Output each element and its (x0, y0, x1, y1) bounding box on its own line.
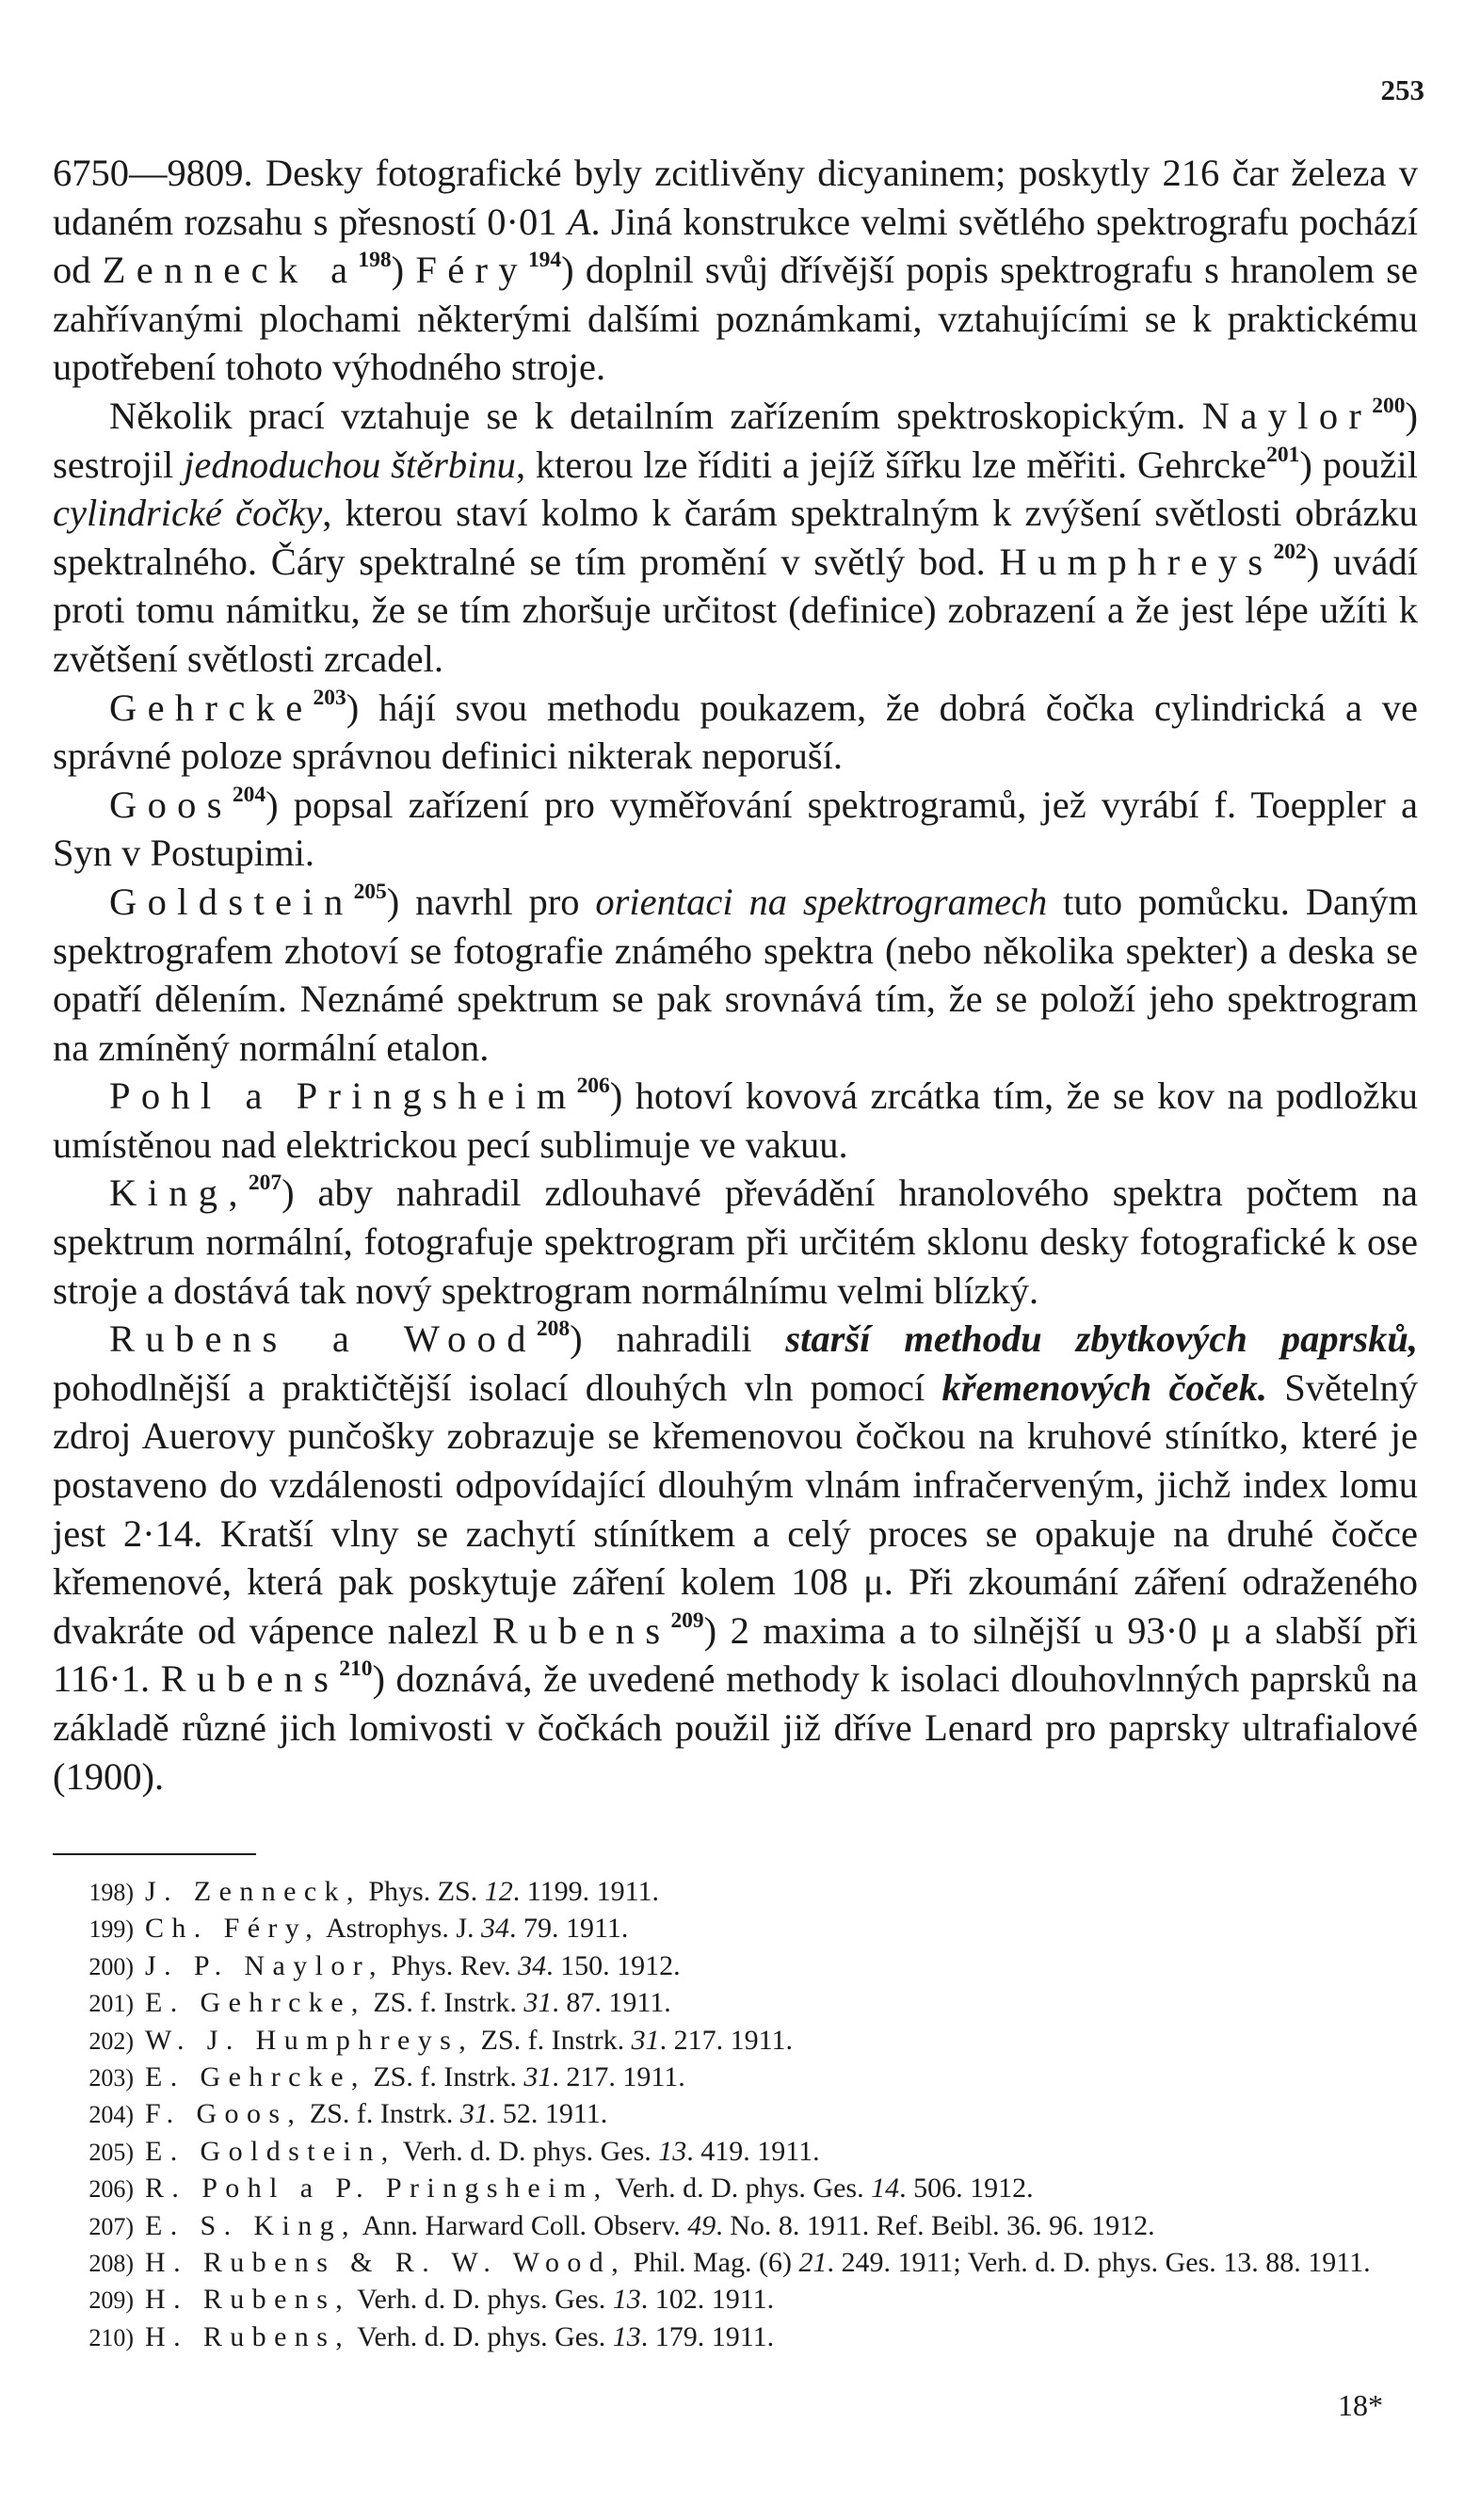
footnote-source: Astrophys. J. (320, 1913, 482, 1945)
footnote (53, 1985, 1418, 2022)
footnote-volume: 21 (798, 2247, 828, 2279)
text-run: Několik prací vztahuje se k detailním zařízením spektroskopickým. (109, 394, 1202, 437)
footnote (53, 2023, 1418, 2060)
author-name: Zenneck a (102, 249, 359, 292)
footnote-ref: 209 (670, 1607, 704, 1633)
footnote-volume: 31 (631, 2024, 660, 2056)
author-name: Rubens (491, 1608, 671, 1652)
footnote-author: F. Goos, (145, 2098, 303, 2130)
footnote-source: Phys. Rev. (383, 1949, 519, 1981)
footnote-rest: . 102. 1911. (640, 2284, 775, 2316)
footnote (53, 2134, 1418, 2171)
footnote-number: 198) (88, 1879, 134, 1906)
footnote-source: ZS. f. Instrk. (474, 2024, 632, 2056)
main-text (53, 149, 1418, 1801)
text-run: ) hájí svou methodu poukazem, že dobrá čočka cylindrická a ve správné poloze správnou definici nikterak neporuší. (53, 686, 1418, 778)
unit-angstrom: A (567, 200, 591, 243)
footnote-volume: 31 (523, 1987, 553, 2019)
footnote-rest: . 52. 1911. (488, 2098, 608, 2130)
footnote-ref: 200 (1372, 394, 1406, 419)
footnote-source: ZS. f. Instrk. (302, 2098, 460, 2130)
footnote-ref: 204 (232, 782, 266, 807)
paragraph-6 (53, 1072, 1418, 1169)
footnote-author: J. Zenneck, (145, 1876, 362, 1907)
footnote-ref: 210 (339, 1656, 373, 1682)
text-run: ) aby nahradil zdlouhavé převádění hranolového spektra počtem na spektrum normální, fotografuje spektrogram při určitém sklonu desky fotografické k ose stroje a dostává tak nový spektrogram normálnímu velmi blízký. (53, 1171, 1418, 1312)
footnote-source: Phys. ZS. (361, 1876, 485, 1907)
footnote-author: E. Gehrcke, (145, 2061, 366, 2093)
footnote-author: J. P. Naylor, (145, 1949, 384, 1981)
footnote-number: 201) (88, 1990, 134, 2018)
footnote (53, 2245, 1418, 2282)
footnote-author: H. Rubens, (145, 2320, 351, 2352)
footnote-source: Ann. Harward Coll. Observ. (356, 2209, 688, 2241)
footnote-number: 208) (88, 2250, 134, 2278)
footnote-number: 202) (88, 2027, 134, 2055)
footnote (53, 1948, 1418, 1985)
italic-term: jednoduchou štěrbinu (184, 443, 516, 486)
text-run: 6750—9809. Desky fotografické byly zcitlivěny dicyaninem; poskytly 216 čar železa v udaném rozsahu s přesností 0·01 (53, 152, 1418, 243)
footnote-author: H. Rubens, (145, 2284, 351, 2316)
footnote-rest: . 506. 1912. (899, 2173, 1034, 2205)
text-run: ) hotoví kovová zrcátka tím, že se kov na podložku umístěnou nad elektrickou pecí sublimuje ve vakuu. (53, 1074, 1418, 1166)
footnote-author: E. S. King, (145, 2209, 357, 2241)
footnote-ref: 208 (536, 1317, 571, 1342)
author-name: Rubens (160, 1657, 340, 1701)
footnote-volume: 14 (871, 2173, 900, 2205)
footnote-number: 205) (88, 2138, 134, 2166)
author-name: Pohl a Pringsheim (109, 1074, 577, 1118)
text-run: . Jiná konstrukce velmi světlého spektrografu pochází od (53, 200, 1418, 292)
page-number: 253 (1380, 73, 1424, 106)
author-name: Gehrcke (109, 686, 314, 729)
footnote-rest: . 150. 1912. (546, 1949, 681, 1981)
text-run: ) 2 maxima a to silnější u 93·0 μ a slabší při 116·1. (53, 1608, 1418, 1701)
footnote-number: 203) (88, 2064, 134, 2092)
italic-term: cylindrické čočky (53, 492, 323, 535)
footnote-author: E. Gehrcke, (145, 1987, 366, 2019)
footnote (53, 2096, 1418, 2133)
footnote-volume: 13 (658, 2135, 687, 2167)
footnote-author: R. Pohl a P. Pringsheim, (145, 2173, 609, 2205)
text-run: ) navrhl pro (386, 880, 596, 923)
footnote-rest: . 79. 1911. (509, 1913, 629, 1945)
footnote-ref: 205 (353, 880, 387, 904)
author-name: King, (109, 1171, 249, 1215)
text-run: , kterou lze říditi a jejíž šířku lze měřiti. (515, 443, 1137, 486)
sheet-signature: 18* (1338, 2388, 1383, 2422)
footnote-ref: 206 (576, 1074, 610, 1099)
text-run: ) použil (1299, 443, 1418, 486)
footnote (53, 2319, 1418, 2356)
footnote-ref: 198 (358, 248, 392, 273)
footnote (53, 2208, 1418, 2245)
text-run: pohodlnější a praktičtější isolací dlouhých vln pomocí (53, 1365, 942, 1409)
footnote-volume: 12 (484, 1876, 513, 1907)
footnote-number: 204) (88, 2101, 134, 2129)
footnote-ref: 201 (1266, 442, 1300, 467)
text-run: ) doplnil svůj dřívější popis spektrografu s hranolem se zahřívanými plochami některými dalšími poznámkami, vztahujícími se k praktickému upotřebení tohoto výhodného stroje. (53, 249, 1418, 389)
footnote-number: 210) (88, 2323, 134, 2351)
paragraph-3 (53, 684, 1418, 781)
footnote-author: E. Goldstein, (145, 2135, 396, 2167)
text-run: ) uvádí proti tomu námitku, že se tím zhoršuje určitost (definice) zobrazení a že jest lépe užíti k zvětšení světlosti zrcadel. (53, 540, 1418, 680)
footnote-source: Verh. d. D. phys. Ges. (608, 2173, 872, 2205)
footnote-author: H. Rubens & R. W. Wood, (145, 2247, 627, 2279)
paragraph-1 (53, 149, 1418, 392)
footnote-rest: . 217. 1911. (659, 2024, 794, 2056)
author-name: Féry (415, 249, 528, 292)
text-run: ) popsal zařízení pro vyměřování spektrogramů, jež vyrábí f. Toeppler a Syn v Postupimi. (53, 783, 1418, 875)
footnote-volume: 31 (523, 2061, 553, 2093)
footnote-number: 199) (88, 1915, 134, 1944)
author-name: Gehrcke (1137, 443, 1267, 486)
text-run: tuto pomůcku. Daným spektrografem zhotoví se fotografie známého spektra (nebo několika spekter) a deska se opatří dělením. Neznámé spektrum se pak srovnává tím, že se položí jeho spektrogram na zmíněný normální etalon. (53, 880, 1418, 1069)
footnote-ref: 194 (527, 248, 562, 273)
footnote-volume: 34 (518, 1949, 547, 1981)
italic-term: orientaci na spektrogramech (595, 880, 1048, 923)
footnote-number: 200) (88, 1952, 134, 1980)
italic-term: starší methodu zbytkových paprsků, (785, 1317, 1418, 1361)
footnote-rest: . 217. 1911. (552, 2061, 685, 2093)
footnote-number: 206) (88, 2175, 134, 2204)
footnote (53, 2282, 1418, 2318)
footnote-number: 207) (88, 2212, 134, 2240)
footnote-source: Verh. d. D. phys. Ges. (350, 2320, 613, 2352)
footnote-rest: . No. 8. 1911. Ref. Beibl. 36. 96. 1912. (716, 2209, 1155, 2241)
author-name: Goldstein (109, 880, 354, 923)
footnote-rest: . 1199. 1911. (512, 1876, 660, 1907)
author-name: Naylor (1201, 394, 1373, 437)
footnote (53, 2171, 1418, 2207)
author-name: Goos (109, 783, 233, 826)
author-name: Humphreys (999, 540, 1274, 583)
footnote-source: ZS. f. Instrk. (365, 2061, 524, 2093)
footnote-volume: 13 (612, 2320, 641, 2352)
footnote-rest: . 249. 1911; Verh. d. D. phys. Ges. 13. 88. 1911. (827, 2247, 1371, 2279)
footnote (53, 1874, 1418, 1911)
paragraph-7 (53, 1169, 1418, 1315)
footnote-divider (53, 1853, 256, 1855)
paragraph-2 (53, 392, 1418, 684)
footnote-volume: 49 (687, 2209, 716, 2241)
footnote-rest: . 179. 1911. (640, 2320, 775, 2352)
footnote-ref: 203 (313, 685, 346, 710)
footnote-volume: 13 (612, 2284, 641, 2316)
footnote-ref: 202 (1273, 539, 1307, 564)
paragraph-4 (53, 781, 1418, 878)
footnote-source: Verh. d. D. phys. Ges. (350, 2284, 613, 2316)
text-run: ) (391, 249, 416, 292)
footnote-ref: 207 (248, 1171, 282, 1196)
italic-term: křemenových čoček. (941, 1365, 1267, 1409)
footnote-source: Verh. d. D. phys. Ges. (395, 2135, 659, 2167)
author-name: Rubens a Wood (109, 1317, 537, 1361)
footnote-volume: 31 (459, 2098, 489, 2130)
paragraph-5 (53, 878, 1418, 1072)
text-run: ) doznává, že uvedené methody k isolaci dlouhovlnných paprsků na základě různé jich lomivosti v čočkách použil již dříve Lenard pro paprsky ultrafialové (1900). (53, 1657, 1418, 1798)
footnote-rest: . 87. 1911. (552, 1987, 671, 2019)
text-run: , kterou staví kolmo k čarám spektralným k zvýšení světlosti obrázku spektralného. Čáry spektralné se tím promění v světlý bod. (53, 492, 1418, 583)
footnote-author: Ch. Féry, (145, 1913, 321, 1945)
footnote-rest: . 419. 1911. (686, 2135, 820, 2167)
footnote-author: W. J. Humphreys, (145, 2024, 475, 2056)
footnote (53, 2060, 1418, 2096)
text-run: ) nahradili (570, 1317, 786, 1361)
footnote-source: ZS. f. Instrk. (365, 1987, 524, 2019)
paragraph-8 (53, 1315, 1418, 1801)
text-run: Světelný zdroj Auerovy punčošky zobrazuje se křemenovou čočkou na kruhové stínítko, které je postaveno do vzdálenosti odpovídající dlouhým vlnám infračerveným, jichž index lomu jest 2·14. Kratší vlny se zachytí stínítkem a celý proces se opakuje na druhé čočce křemenové, která pak poskytuje záření kolem 108 μ. Při zkoumání záření odraženého dvakráte od vápence nalezl (53, 1365, 1418, 1652)
footnote-volume: 34 (481, 1913, 510, 1945)
footnote (53, 1911, 1418, 1947)
footnote-number: 209) (88, 2286, 134, 2315)
text-run: ) sestrojil (53, 394, 1418, 486)
footnote-source: Phil. Mag. (6) (626, 2247, 799, 2279)
footnotes (53, 1874, 1418, 2356)
